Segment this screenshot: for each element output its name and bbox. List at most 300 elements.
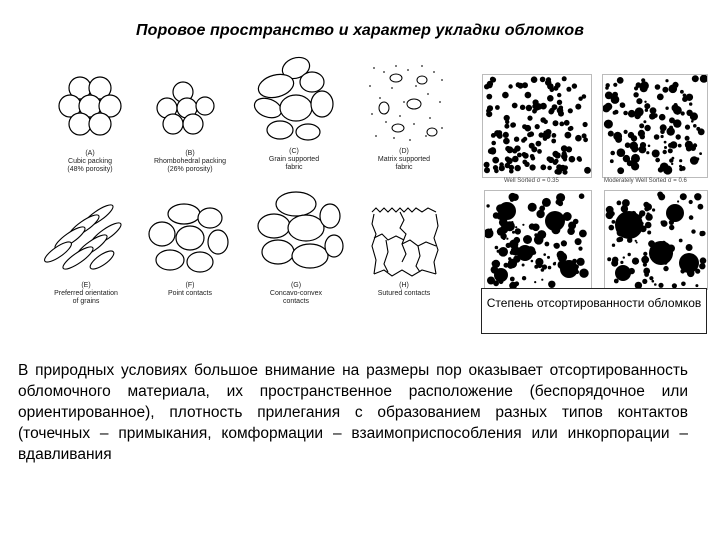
grain-dot [564, 120, 570, 126]
grain-dot [617, 229, 624, 236]
caption-a-line2: (48% porosity) [67, 166, 113, 173]
caption-d-line1: Matrix supported [377, 156, 431, 163]
grain-dot [565, 132, 572, 139]
grain-dot [605, 92, 613, 100]
caption-b [140, 150, 240, 174]
caption-c-line2: fabric [285, 164, 303, 171]
grain-dot [559, 122, 564, 127]
grain-dot [504, 124, 509, 129]
grain-dot [627, 238, 632, 243]
grain-dot [512, 148, 517, 153]
well-sorted-label: Well Sorted σ = 0.35 [504, 178, 559, 184]
grain-dot [686, 244, 693, 251]
grain-dot [620, 103, 624, 107]
grain-dot [693, 124, 697, 128]
grain-dot [517, 153, 522, 158]
grain-dot [654, 283, 657, 286]
grain-dot [686, 110, 692, 116]
grain-dot [514, 281, 519, 286]
grain-dot [506, 243, 511, 248]
grain-dot [679, 165, 682, 168]
point-contacts-drawing [140, 198, 240, 280]
grain-dot [504, 115, 510, 121]
grain-dot [643, 202, 649, 208]
grain-dot [572, 259, 577, 264]
grain-dot [493, 165, 498, 170]
grain-dot [648, 145, 651, 148]
grain-dot [492, 157, 499, 164]
grain-dot [554, 169, 559, 174]
grain-dot [647, 212, 650, 215]
grain-dot [534, 265, 538, 269]
grain-dot [669, 225, 674, 230]
grain-dot [512, 231, 515, 234]
grain-dot [534, 281, 536, 283]
grain-dot [497, 212, 505, 220]
poorly-sorted-panel-b [604, 190, 708, 290]
grain-dot [612, 244, 615, 247]
grain-dot [696, 127, 700, 131]
grain-dot [529, 143, 535, 149]
grain-dot [691, 120, 694, 123]
moderately-sorted-label: Moderately Well Sorted σ = 0.6 [604, 178, 687, 184]
grain-dot [677, 200, 679, 202]
caption-a-letter: (A) [85, 150, 95, 157]
grain-dot [699, 152, 702, 155]
concavo-convex-drawing [250, 188, 346, 280]
grain-dot [579, 230, 587, 238]
grain-dot [648, 240, 655, 247]
grain-dot [663, 261, 667, 265]
caption-c-line1: Grain supported [268, 156, 320, 163]
grain-dot [578, 97, 582, 101]
grain-dot [502, 92, 509, 99]
caption-b-line2: (26% porosity) [167, 166, 213, 173]
grain-dot [629, 142, 638, 151]
grain-dot [553, 120, 559, 126]
grain-dot [484, 167, 490, 173]
grain-dot [687, 270, 695, 278]
grain-dot [695, 284, 698, 287]
grain-dot [612, 257, 619, 264]
grain-dot [542, 264, 547, 269]
grain-dot [644, 125, 650, 131]
grain-dot [499, 279, 504, 284]
grain-dot [635, 240, 637, 242]
grain-dot [633, 92, 638, 97]
grain-dot [661, 220, 668, 227]
grain-dot [569, 270, 572, 273]
grain-dot [645, 274, 647, 276]
caption-e-letter: (E) [81, 282, 91, 289]
grain-dot [547, 95, 554, 102]
grain-dot [484, 162, 490, 168]
body-paragraph: В природных условиях большое внимание на размеры пор оказывает отсортированность обломочного материала, их пространственное расположение (беспорядочное или ориентированное), плотность прилегания с образованием разных типов контактов (точечных – примыкания, комформации – взаимоприспособления или инкорпорации – вдавливания [18, 362, 688, 463]
grain-dot [631, 154, 640, 163]
grain-dot [613, 111, 617, 115]
grain-dot [553, 262, 556, 265]
grain-dot [686, 94, 693, 101]
grain-dot [612, 220, 616, 224]
sutured-contacts-drawing [366, 204, 446, 280]
grain-dot [509, 169, 514, 174]
grain-dot [493, 280, 499, 286]
grain-dot [486, 109, 490, 113]
grain-dot [654, 134, 660, 140]
caption-e-line2: of grains [72, 298, 100, 305]
grain-dot [512, 156, 519, 163]
grain-dot [503, 237, 506, 240]
grain-dot [641, 256, 649, 264]
grain-dot [692, 75, 699, 82]
grain-dot [561, 154, 566, 159]
grain-dot [669, 158, 673, 162]
grain-dot [629, 268, 635, 274]
grain-dot [575, 265, 579, 269]
grain-dot [510, 251, 514, 255]
grain-dot [650, 107, 657, 114]
grain-dot [527, 132, 532, 137]
grain-dot [566, 146, 572, 152]
grain-dot [562, 76, 567, 81]
grain-dot [545, 242, 550, 247]
grain-dot [506, 238, 508, 240]
caption-g [248, 282, 344, 306]
slide-title: Поровое пространство и характер укладки обломков [136, 22, 584, 39]
grain-dot [623, 256, 625, 258]
grain-dot [662, 241, 667, 246]
grain-dot [602, 104, 610, 112]
grain-dot [631, 211, 636, 216]
grain-dot [531, 260, 534, 263]
caption-f-line1: Point contacts [168, 290, 212, 297]
grain-dot [525, 237, 529, 241]
grain-dot [508, 259, 517, 268]
grain-dot [496, 204, 505, 213]
grain-dot [669, 126, 673, 130]
grain-dot [617, 167, 624, 174]
caption-d-letter: (D) [399, 148, 409, 155]
grain-dot [606, 211, 614, 219]
grain-dot [553, 228, 557, 232]
grain-dot [531, 76, 538, 83]
grain-dot [575, 104, 581, 110]
grain-dot [515, 228, 521, 234]
grain-dot [700, 75, 708, 83]
grain-dot [557, 100, 562, 105]
grain-dot [484, 229, 494, 239]
grain-dot [500, 225, 508, 233]
grain-dot [557, 93, 561, 97]
caption-h [356, 282, 452, 298]
grain-dot [639, 146, 647, 154]
grain-dot [522, 82, 528, 88]
grain-dot [505, 163, 511, 169]
grain-dot [662, 87, 668, 93]
grain-dot [522, 276, 526, 280]
grain-dot [548, 266, 552, 270]
grain-dot [510, 277, 515, 282]
grain-dot [613, 83, 617, 87]
caption-f-letter: (F) [185, 282, 195, 289]
grain-dot [508, 84, 512, 88]
caption-h-letter: (H) [399, 282, 409, 289]
grain-dot [536, 210, 544, 218]
poorly-sorted-panel-a [484, 190, 592, 290]
grain-dot [526, 105, 532, 111]
grain-dot [678, 144, 682, 148]
grain-dot [639, 123, 644, 128]
grain-dot [647, 231, 651, 235]
grain-dot [669, 85, 678, 94]
grain-dot [604, 120, 613, 129]
grain-dot [495, 246, 499, 250]
grain-dot [663, 150, 667, 154]
grain-dot [628, 110, 636, 118]
grain-dot [507, 146, 514, 153]
grain-dot [652, 208, 655, 211]
grain-dot [542, 198, 551, 207]
grain-dot [541, 133, 546, 138]
sorting-caption-box: Степень отсортированности обломков [481, 288, 707, 334]
grain-dot [578, 158, 582, 162]
grain-dot [663, 266, 668, 271]
grain-dot [610, 159, 614, 163]
grain-dot [643, 263, 647, 267]
grain-dot [640, 81, 649, 90]
grain-dot [672, 104, 679, 111]
grain-dot [540, 117, 546, 123]
grain-dot [641, 222, 644, 225]
grain-dot [661, 135, 664, 138]
grain-dot [551, 213, 555, 217]
grain-dot [620, 261, 623, 264]
grain-dot [657, 241, 661, 245]
grain-dot [523, 137, 527, 141]
grain-dot [494, 130, 500, 136]
grain-dot [569, 156, 576, 163]
grain-dot [668, 148, 673, 153]
cubic-packing-drawing [52, 70, 142, 150]
grain-dot [520, 105, 525, 110]
grain-dot [509, 240, 518, 249]
grain-dot [554, 159, 559, 164]
grain-dot [583, 122, 588, 127]
grain-dot [535, 124, 540, 129]
grain-dot [575, 135, 582, 142]
caption-a [40, 150, 140, 174]
grain-dot [530, 154, 535, 159]
grain-dot [534, 235, 544, 245]
grain-dot [673, 211, 680, 218]
grain-dot [655, 84, 661, 90]
grain-dot [566, 87, 571, 92]
grain-dot [645, 222, 652, 229]
caption-a-line1: Cubic packing [68, 158, 112, 165]
grain-dot [628, 253, 631, 256]
grain-dot [665, 107, 668, 110]
grain-dot [532, 109, 537, 114]
grain-dot [577, 258, 585, 266]
well-sorted-panel [482, 74, 592, 178]
grain-dot [491, 266, 499, 274]
grain-dot [546, 220, 551, 225]
grain-dot [671, 163, 673, 165]
grain-dot [552, 133, 557, 138]
grain-dot [644, 101, 646, 103]
grain-dot [548, 109, 554, 115]
grain-dot [679, 167, 683, 171]
grain-dot [575, 238, 582, 245]
grain-dot [516, 82, 521, 87]
grain-dot [660, 163, 669, 172]
grain-dot [695, 269, 700, 274]
grain-dot [628, 132, 634, 138]
grain-dot [568, 127, 573, 132]
grain-dot [562, 170, 567, 175]
grain-dot [512, 103, 518, 109]
grain-dot [617, 77, 624, 84]
grain-dot [616, 237, 621, 242]
grain-dot [514, 137, 519, 142]
grain-dot [515, 165, 521, 171]
grain-dot [575, 270, 579, 274]
grain-dot [583, 137, 588, 142]
grain-dot [543, 253, 546, 256]
grain-dot [623, 230, 628, 235]
grain-dot [617, 148, 626, 157]
grain-dot [669, 212, 672, 215]
grain-dot [624, 130, 628, 134]
caption-g-line2: contacts [282, 298, 310, 305]
grain-dot [690, 145, 696, 151]
grain-dot [572, 83, 577, 88]
grain-dot [522, 264, 525, 267]
grain-supported-drawing [246, 52, 342, 152]
grain-dot [609, 225, 615, 231]
grain-dot [636, 98, 642, 104]
grain-dot [698, 204, 704, 210]
grain-dot [510, 198, 514, 202]
caption-c [246, 148, 342, 172]
grain-dot [689, 215, 694, 220]
grain-dot [528, 203, 537, 212]
grain-dot [637, 114, 641, 118]
grain-dot [525, 125, 532, 132]
grain-dot [643, 252, 647, 256]
grain-dot [491, 141, 496, 146]
grain-dot [617, 201, 622, 206]
grain-dot [613, 132, 622, 141]
grain-dot [689, 200, 693, 204]
grain-dot [540, 103, 547, 110]
grain-dot [634, 86, 638, 90]
grain-dot [558, 260, 567, 269]
preferred-orientation-drawing [36, 200, 136, 280]
grain-dot [652, 280, 655, 283]
grain-dot [548, 281, 555, 288]
grain-dot [700, 257, 707, 264]
grain-dot [554, 152, 560, 158]
grain-dot [669, 220, 674, 225]
grain-dot [621, 205, 628, 212]
caption-b-letter: (B) [185, 150, 195, 157]
grain-dot [573, 219, 579, 225]
grain-dot [689, 102, 692, 105]
grain-dot [658, 193, 665, 200]
grain-dot [503, 132, 509, 138]
grain-dot [683, 94, 687, 98]
grain-dot [664, 146, 667, 149]
grain-dot [676, 134, 681, 139]
grain-dot [525, 92, 532, 99]
caption-e-line1: Preferred orientation [54, 290, 118, 297]
grain-dot [665, 79, 668, 82]
grain-dot [623, 111, 628, 116]
moderately-sorted-panel [602, 74, 708, 178]
grain-dot [499, 165, 505, 171]
grain-dot [540, 77, 546, 83]
grain-dot [608, 131, 614, 137]
grain-dot [606, 83, 610, 87]
grain-dot [679, 239, 683, 243]
grain-dot [657, 94, 664, 101]
grain-dot [547, 256, 550, 259]
grain-dot [680, 90, 684, 94]
grain-dot [614, 279, 619, 284]
grain-dot [679, 159, 682, 162]
matrix-supported-drawing [362, 58, 452, 148]
grain-dot [537, 149, 542, 154]
grain-dot [486, 204, 489, 207]
grain-dot [515, 226, 517, 228]
grain-dot [490, 77, 495, 82]
grain-dot [690, 156, 699, 165]
grain-dot [691, 229, 695, 233]
grain-dot [561, 240, 567, 246]
grain-dot [694, 193, 701, 200]
grain-dot [495, 105, 500, 110]
grain-dot [522, 224, 524, 226]
grain-dot [680, 193, 687, 200]
caption-b-line1: Rhombohedral packing [154, 158, 226, 165]
grain-dot [632, 258, 639, 265]
grain-dot [553, 243, 557, 247]
grain-dot [527, 116, 532, 121]
grain-dot [637, 214, 642, 219]
grain-dot [486, 94, 492, 100]
grain-dot [649, 276, 653, 280]
grain-dot [529, 223, 535, 229]
grain-dot [607, 257, 611, 261]
caption-d [356, 148, 452, 172]
grain-dot [556, 193, 565, 202]
grain-dot [659, 114, 666, 121]
caption-f [140, 282, 240, 298]
grain-dot [638, 130, 645, 137]
grain-dot [664, 141, 667, 144]
grain-dot [568, 108, 573, 113]
grain-dot [681, 111, 685, 115]
grain-dot [536, 141, 542, 147]
grain-dot [541, 279, 543, 281]
grain-dot [547, 83, 553, 89]
grain-dot [673, 119, 681, 127]
grain-dot [522, 160, 527, 165]
grain-dot [680, 269, 685, 274]
grain-dot [488, 148, 494, 154]
grain-dot [498, 247, 508, 257]
